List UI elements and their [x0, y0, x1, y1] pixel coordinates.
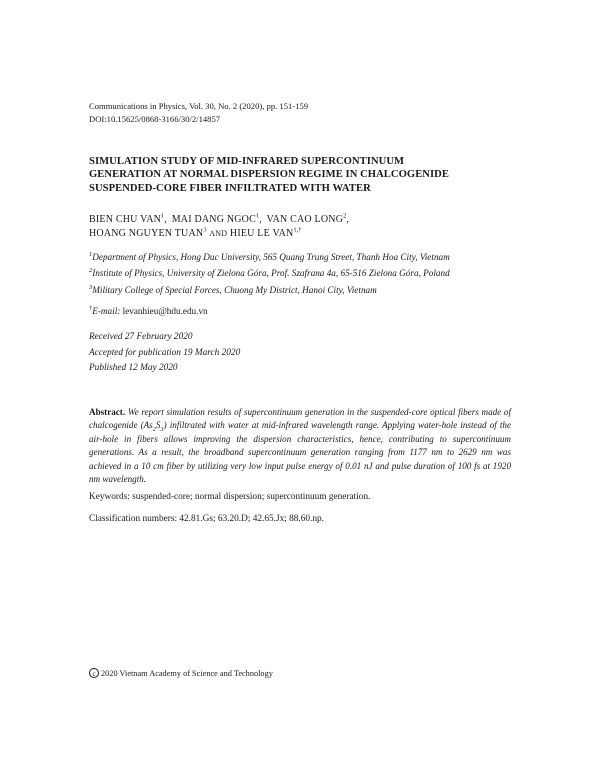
abstract-text: S — [155, 420, 161, 431]
abstract-subscript: 3 — [160, 426, 164, 434]
accepted-date: Accepted for publication 19 March 2020 — [89, 347, 241, 358]
doi: DOI:10.15625/0868-3166/30/2/14857 — [89, 114, 221, 124]
abstract-body — [89, 407, 511, 484]
author-line-2 — [89, 227, 511, 241]
abstract-subscript: 2 — [152, 426, 156, 434]
affiliation-3 — [89, 283, 511, 298]
publication-dates — [89, 330, 511, 377]
corresponding-email — [89, 306, 511, 316]
copyright-notice — [89, 668, 511, 678]
affiliation-mark: 1 — [89, 250, 93, 258]
affiliation-1 — [89, 250, 511, 265]
author-affiliation-mark: 2 — [343, 212, 347, 220]
published-date: Published 12 May 2020 — [89, 363, 178, 374]
title-line-3: SUSPENDED-CORE FIBER INFILTRATED WITH WATER — [89, 182, 371, 194]
affiliation-mark: 3 — [89, 283, 93, 291]
author-affiliation-mark: 1 — [161, 212, 165, 220]
email-mark: † — [89, 304, 93, 312]
abstract-text: ) infiltrated with water at mid-infrared wavelength range. Applying water-hole instead of the air-hole in fibers allows improving the dispersion characteristics, hence, contributing to supercontinuum generations. As a result, the broadband supercontinuum generation ranging from 1177 nm to 2629 nm was achieved in a 10 cm fiber by utilizing very low input pulse energy of 0.01 nJ and pulse duration of 100 fs at 1920 nm wavelength. — [89, 420, 511, 485]
affiliation-2 — [89, 266, 511, 281]
author-name: HOANG NGUYEN TUAN — [89, 228, 204, 239]
copyright-icon: c — [89, 668, 99, 678]
received-date: Received 27 February 2020 — [89, 332, 193, 342]
affiliation-mark: 2 — [89, 266, 93, 274]
email-label: E-mail: — [92, 306, 121, 316]
author-name: VAN CAO LONG — [266, 214, 344, 225]
journal-citation: Communications in Physics, Vol. 30, No. 2 (2020), pp. 151-159 — [89, 101, 309, 111]
copyright-text: 2020 Vietnam Academy of Science and Technology — [101, 668, 273, 678]
author-conjunction: AND — [209, 229, 228, 238]
title-line-2: GENERATION AT NORMAL DISPERSION REGIME IN CHALCOGENIDE — [89, 169, 449, 181]
author-name: BIEN CHU VAN — [89, 214, 162, 225]
title-line-1: SIMULATION STUDY OF MID-INFRARED SUPERCONTINUUM — [89, 156, 405, 167]
author-affiliation-mark: 1 — [255, 212, 260, 220]
affiliation-text: Institute of Physics, University of Zielona Góra, Prof. Szafrana 4a, 65-516 Zielona Góra, Poland — [92, 268, 450, 278]
abstract-text: We report simulation results of supercontinuum generation in the suspended-core optical fibers made of chalcogenide (As — [89, 407, 511, 431]
keywords: Keywords: suspended-core; normal dispersion; supercontinuum generation. — [89, 492, 371, 502]
paper-title — [89, 155, 511, 195]
author-name: HIEU LE VAN — [229, 228, 294, 239]
affiliation-text: Department of Physics, Hong Duc University, 565 Quang Trung Street, Thanh Hoa City, Vietnam — [92, 252, 450, 262]
abstract-heading: Abstract. — [89, 407, 126, 417]
author-affiliation-mark: 3 — [203, 226, 207, 234]
abstract — [89, 406, 511, 486]
author-line-1: BIEN CHU VAN$^1$, MAI DANG NGOC$^1$, VAN CAO LONG$^2$, — [89, 212, 350, 225]
email-address[interactable]: levanhieu@hdu.edu.vn — [122, 306, 208, 316]
author-name: MAI DANG NGOC — [171, 214, 256, 225]
affiliation-text: Military College of Special Forces, Chuong My District, Hanoi City, Vietnam — [92, 285, 377, 295]
journal-header — [89, 100, 511, 126]
author-affiliation-mark: 1,† — [293, 226, 302, 234]
author-list — [89, 213, 511, 241]
classification-numbers: Classification numbers: 42.81.Gs; 63.20.D; 42.65.Jx; 88.60.np. — [89, 514, 324, 524]
